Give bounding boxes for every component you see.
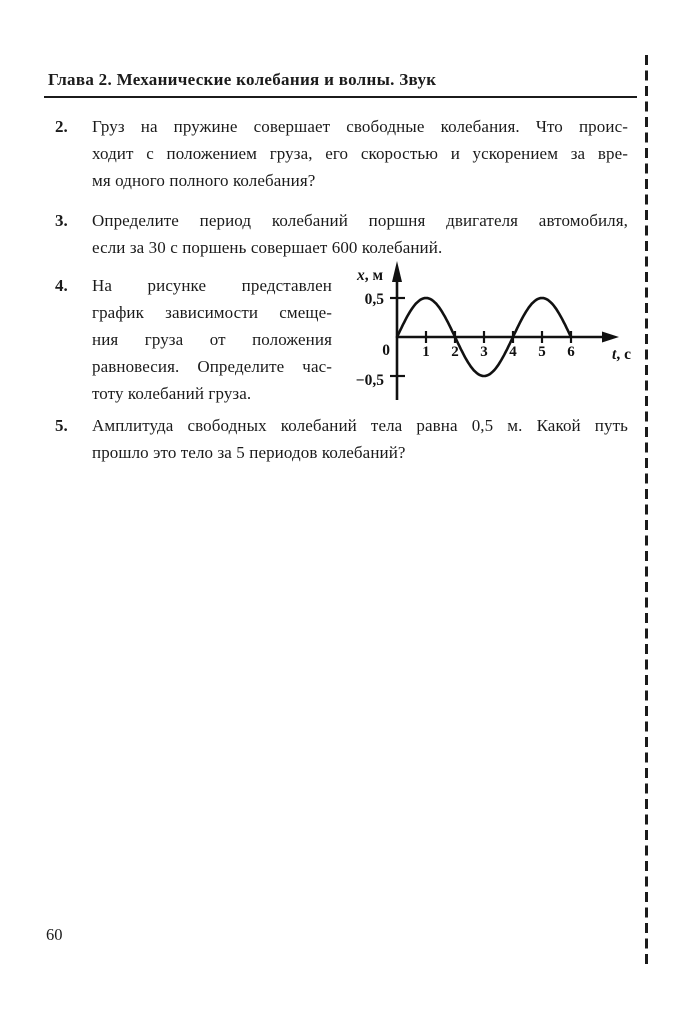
page-number: 60 [46,925,63,944]
problem-5-line-1: Амплитуда свободных колебаний тела равна 0,5 м. Какой путь [92,416,628,435]
problem-4-line-1: На рисунке представлен [92,276,332,295]
x-tick-label-2: 2 [451,344,459,360]
x-axis-label-unit: , с [616,346,631,363]
x-tick-label-5: 5 [538,344,546,360]
chapter-header: Глава 2. Механические колебания и волны. Звук [48,70,437,89]
problem-4-text [92,272,332,407]
x-axis-label-var: t [612,346,617,363]
problem-2-line-3: мя одного полного колебания? [92,171,316,190]
problem-2-text [92,113,628,194]
problem-3-text [92,207,628,261]
x-tick-label-4: 4 [509,344,517,360]
y-tick-label-pos: 0,5 [364,291,384,308]
y-tick-label-zero: 0 [382,342,390,359]
x-tick-label-1: 1 [422,344,430,360]
x-axis-label [612,346,631,363]
y-axis-arrow-icon [392,261,402,282]
problem-4-line-4: равновесия. Определите час- [92,357,332,376]
problem-5-number: 5. [55,416,68,435]
problem-4-line-5: тоту колебаний груза. [92,384,252,403]
problem-4-line-3: ния груза от положения [92,330,332,349]
y-axis-label-unit: , м [364,267,384,284]
y-axis-label-var: x [357,267,365,284]
problem-3-line-2: если за 30 с поршень совершает 600 колебаний. [92,238,443,257]
problem-4 [55,272,332,407]
oscillation-graph [344,254,644,406]
problem-2-line-2: ходит с положением груза, его скоростью и ускорением за вре- [92,144,628,163]
problem-4-number: 4. [55,276,68,295]
y-tick-label-neg: −0,5 [355,372,384,389]
page-fold-dashed-line [645,55,648,967]
x-tick-label-6: 6 [567,344,575,360]
problem-5-line-2: прошло это тело за 5 периодов колебаний? [92,443,406,462]
y-axis-label [356,267,384,284]
header-rule [44,96,637,98]
problem-2-number: 2. [55,117,68,136]
problem-3-number: 3. [55,211,68,230]
problem-5 [55,412,628,466]
problem-2 [55,113,628,194]
x-tick-label-3: 3 [480,344,488,360]
problem-3 [55,207,628,261]
problem-4-line-2: график зависимости смеще- [92,303,332,322]
problem-3-line-1: Определите период колебаний поршня двигателя автомобиля, [92,211,628,230]
x-axis-arrow-icon [602,332,619,343]
problem-2-line-1: Груз на пружине совершает свободные колебания. Что проис- [92,117,628,136]
problem-5-text [92,412,628,466]
